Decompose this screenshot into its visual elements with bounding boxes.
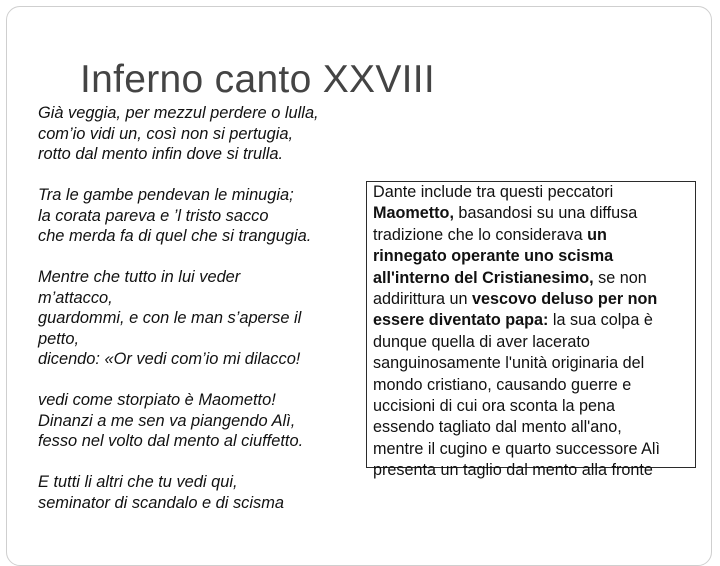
commentary-text: se non	[593, 268, 647, 287]
commentary-bold-text: Maometto,	[373, 204, 454, 223]
commentary-bold-text: essere diventato papa:	[373, 311, 549, 330]
commentary-line	[373, 246, 695, 267]
commentary-text: dunque quella di aver lacerato	[373, 332, 590, 351]
poem-line: la corata pareva e ’l tristo sacco	[38, 206, 269, 225]
poem-line: petto,	[38, 329, 80, 348]
commentary-text: presenta un taglio dal mento alla fronte	[373, 461, 653, 480]
commentary-line	[373, 396, 695, 417]
commentary-bold-text: vescovo deluso per non	[471, 290, 658, 309]
commentary-text: mentre il cugino e quarto successore Alì	[373, 439, 661, 458]
commentary-text: sanguinosamente l'unità originaria del	[373, 354, 645, 373]
commentary-line	[373, 353, 695, 374]
commentary-text: Dante include tra questi peccatori	[373, 183, 614, 201]
commentary-line	[373, 225, 695, 246]
poem-stanza	[38, 390, 368, 452]
commentary-text: basandosi su una diffusa	[453, 204, 638, 223]
commentary-bold-text: all'interno del Cristianesimo,	[373, 268, 594, 287]
slide-title: Inferno canto XXVIII	[80, 58, 436, 101]
commentary-line	[373, 375, 695, 396]
commentary-line	[373, 460, 695, 481]
commentary-line	[373, 439, 695, 460]
poem-stanza	[38, 472, 368, 513]
commentary-text: uccisioni di cui ora sconta la pena	[373, 397, 616, 416]
poem-line: vedi come storpiato è Maometto!	[38, 391, 276, 409]
poem-stanza	[38, 103, 368, 165]
poem-line: guardommi, e con le man s’aperse il	[38, 309, 302, 327]
commentary-bold-text: rinnegato operante uno scisma	[373, 247, 614, 266]
commentary-text: la sua colpa è	[548, 311, 653, 330]
poem-line: com’io vidi un, così non si pertugia,	[38, 124, 294, 143]
poem-line: Già veggia, per mezzul perdere o lulla,	[38, 104, 319, 122]
poem-stanza	[38, 185, 368, 247]
poem-line: che merda fa di quel che si trangugia.	[38, 227, 312, 245]
commentary-text: essendo tagliato dal mento all'ano,	[373, 418, 622, 437]
commentary-line	[373, 332, 695, 353]
poem-stanza	[38, 267, 368, 370]
poem-line: fesso nel volto dal mento al ciuffetto.	[38, 432, 304, 450]
commentary-line	[373, 268, 695, 289]
commentary-line	[373, 203, 695, 224]
poem-line: Dinanzi a me sen va piangendo Alì,	[38, 411, 296, 430]
poem-line: Tra le gambe pendevan le minugia;	[38, 186, 294, 204]
poem-excerpt	[38, 103, 368, 534]
commentary-textbox	[366, 181, 696, 480]
poem-line: dicendo: «Or vedi com’io mi dilacco!	[38, 350, 301, 368]
commentary-line	[373, 182, 695, 203]
poem-line: seminator di scandalo e di scisma	[38, 493, 284, 512]
commentary-text: mondo cristiano, causando guerre e	[373, 375, 632, 394]
poem-line: E tutti li altri che tu vedi qui,	[38, 473, 238, 491]
commentary-text: tradizione che lo considerava	[373, 225, 588, 244]
commentary-text: addirittura un	[373, 290, 472, 309]
commentary-bold-text: un	[587, 225, 607, 244]
commentary-line	[373, 310, 695, 331]
poem-line: m’attacco,	[38, 288, 113, 307]
commentary-line	[373, 289, 695, 310]
commentary-line	[373, 417, 695, 438]
poem-line: rotto dal mento infin dove si trulla.	[38, 145, 284, 163]
poem-line: Mentre che tutto in lui veder	[38, 268, 241, 286]
